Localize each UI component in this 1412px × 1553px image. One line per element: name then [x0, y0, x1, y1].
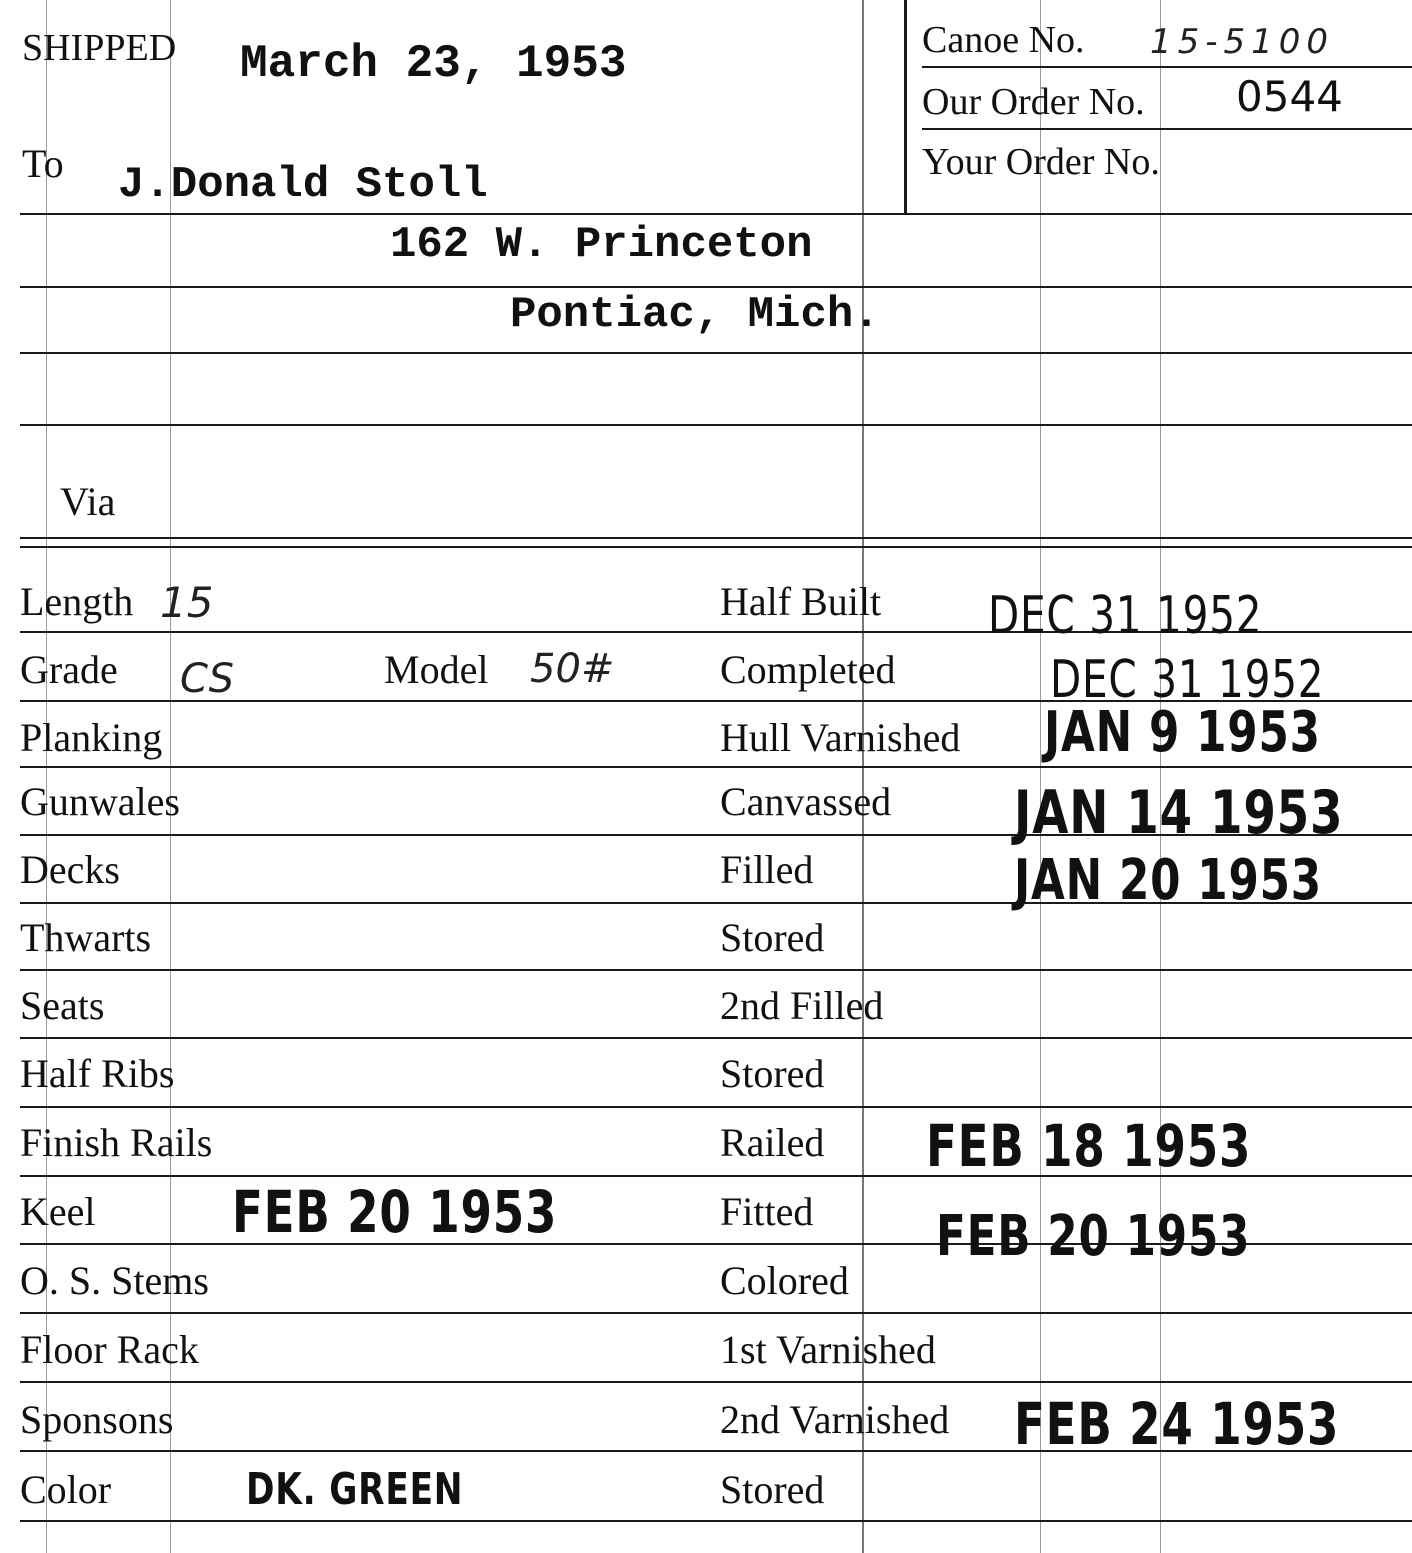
row-rule — [20, 1312, 1412, 1314]
row-rule — [20, 1037, 1412, 1039]
shipped-label: SHIPPED — [22, 27, 177, 69]
row-label-canvassed: Canvassed — [720, 779, 892, 824]
address-line2: Pontiac, Mich. — [510, 290, 880, 340]
row-label-stored-3: Stored — [720, 1467, 825, 1512]
row-label-seats: Seats — [20, 983, 105, 1028]
canoe-no-label: Canoe No. — [922, 19, 1085, 61]
rule-line — [20, 546, 1412, 548]
row-label-decks: Decks — [20, 847, 120, 892]
fitted-stamp: FEB 20 1953 — [936, 1204, 1251, 1269]
railed-stamp: FEB 18 1953 — [926, 1112, 1252, 1180]
row-label-hull-varnished: Hull Varnished — [720, 715, 961, 760]
order-box-divider — [904, 0, 907, 215]
via-label: Via — [60, 479, 116, 524]
row-label-1st-varnished: 1st Varnished — [720, 1327, 936, 1372]
row-label-length: Length — [20, 579, 134, 624]
scan-artifact-line — [862, 0, 864, 1553]
row-label-planking: Planking — [20, 715, 163, 760]
rule-line — [20, 537, 1412, 539]
row-label-gunwales: Gunwales — [20, 779, 180, 824]
row-label-half-built: Half Built — [720, 579, 882, 624]
2nd-varnished-stamp: FEB 24 1953 — [1014, 1390, 1340, 1458]
row-rule — [20, 766, 1412, 768]
rule-line — [922, 66, 1412, 68]
row-label-color: Color — [20, 1467, 112, 1512]
row-label-floor-rack: Floor Rack — [20, 1327, 199, 1372]
canvassed-stamp: JAN 14 1953 — [1014, 778, 1344, 848]
row-label-half-ribs: Half Ribs — [20, 1051, 175, 1096]
row-label-finish-rails: Finish Rails — [20, 1120, 213, 1165]
model-label: Model — [384, 647, 489, 692]
model-value: 50# — [530, 646, 615, 692]
hull-varnished-stamp: JAN 9 1953 — [1044, 700, 1321, 765]
grade-value: CS — [180, 656, 235, 702]
row-label-keel: Keel — [20, 1189, 96, 1234]
scan-artifact-line — [170, 0, 171, 1553]
color-stamp: DK. GREEN — [246, 1464, 464, 1515]
completed-stamp: DEC 31 1952 — [1050, 650, 1325, 710]
row-label-stored-2: Stored — [720, 1051, 825, 1096]
your-order-label: Your Order No. — [922, 141, 1160, 183]
row-label-fitted: Fitted — [720, 1189, 814, 1234]
row-label-os-stems: O. S. Stems — [20, 1258, 209, 1303]
scan-artifact-line — [46, 0, 47, 1553]
rule-line — [20, 352, 1412, 354]
length-value: 15 — [160, 578, 214, 627]
row-label-stored-1: Stored — [720, 915, 825, 960]
row-rule — [20, 969, 1412, 971]
row-label-2nd-filled: 2nd Filled — [720, 983, 884, 1028]
row-label-completed: Completed — [720, 647, 896, 692]
rule-line — [20, 213, 1412, 215]
half-built-stamp: DEC 31 1952 — [988, 586, 1263, 646]
row-label-colored: Colored — [720, 1258, 849, 1303]
filled-stamp: JAN 20 1953 — [1014, 848, 1322, 913]
rule-line — [20, 424, 1412, 426]
address-line1: 162 W. Princeton — [390, 220, 813, 270]
row-label-filled: Filled — [720, 847, 814, 892]
row-label-grade: Grade — [20, 647, 118, 692]
scan-artifact-line — [1040, 0, 1041, 1553]
recipient-name: J.Donald Stoll — [118, 160, 488, 210]
rule-line — [20, 286, 1412, 288]
to-label: To — [22, 141, 64, 186]
row-label-sponsons: Sponsons — [20, 1397, 174, 1442]
row-rule — [20, 1381, 1412, 1383]
row-label-thwarts: Thwarts — [20, 915, 152, 960]
row-label-railed: Railed — [720, 1120, 825, 1165]
row-rule — [20, 1520, 1412, 1522]
our-order-value: 0544 — [1236, 72, 1343, 121]
shipped-date: March 23, 1953 — [240, 38, 627, 90]
row-label-2nd-varnished: 2nd Varnished — [720, 1397, 950, 1442]
keel-stamp: FEB 20 1953 — [232, 1178, 558, 1246]
rule-line — [922, 128, 1412, 130]
row-rule — [20, 1106, 1412, 1108]
our-order-label: Our Order No. — [922, 81, 1145, 123]
scan-artifact-line — [1160, 0, 1161, 1553]
canoe-no-value: 15-5100 — [1150, 22, 1335, 62]
